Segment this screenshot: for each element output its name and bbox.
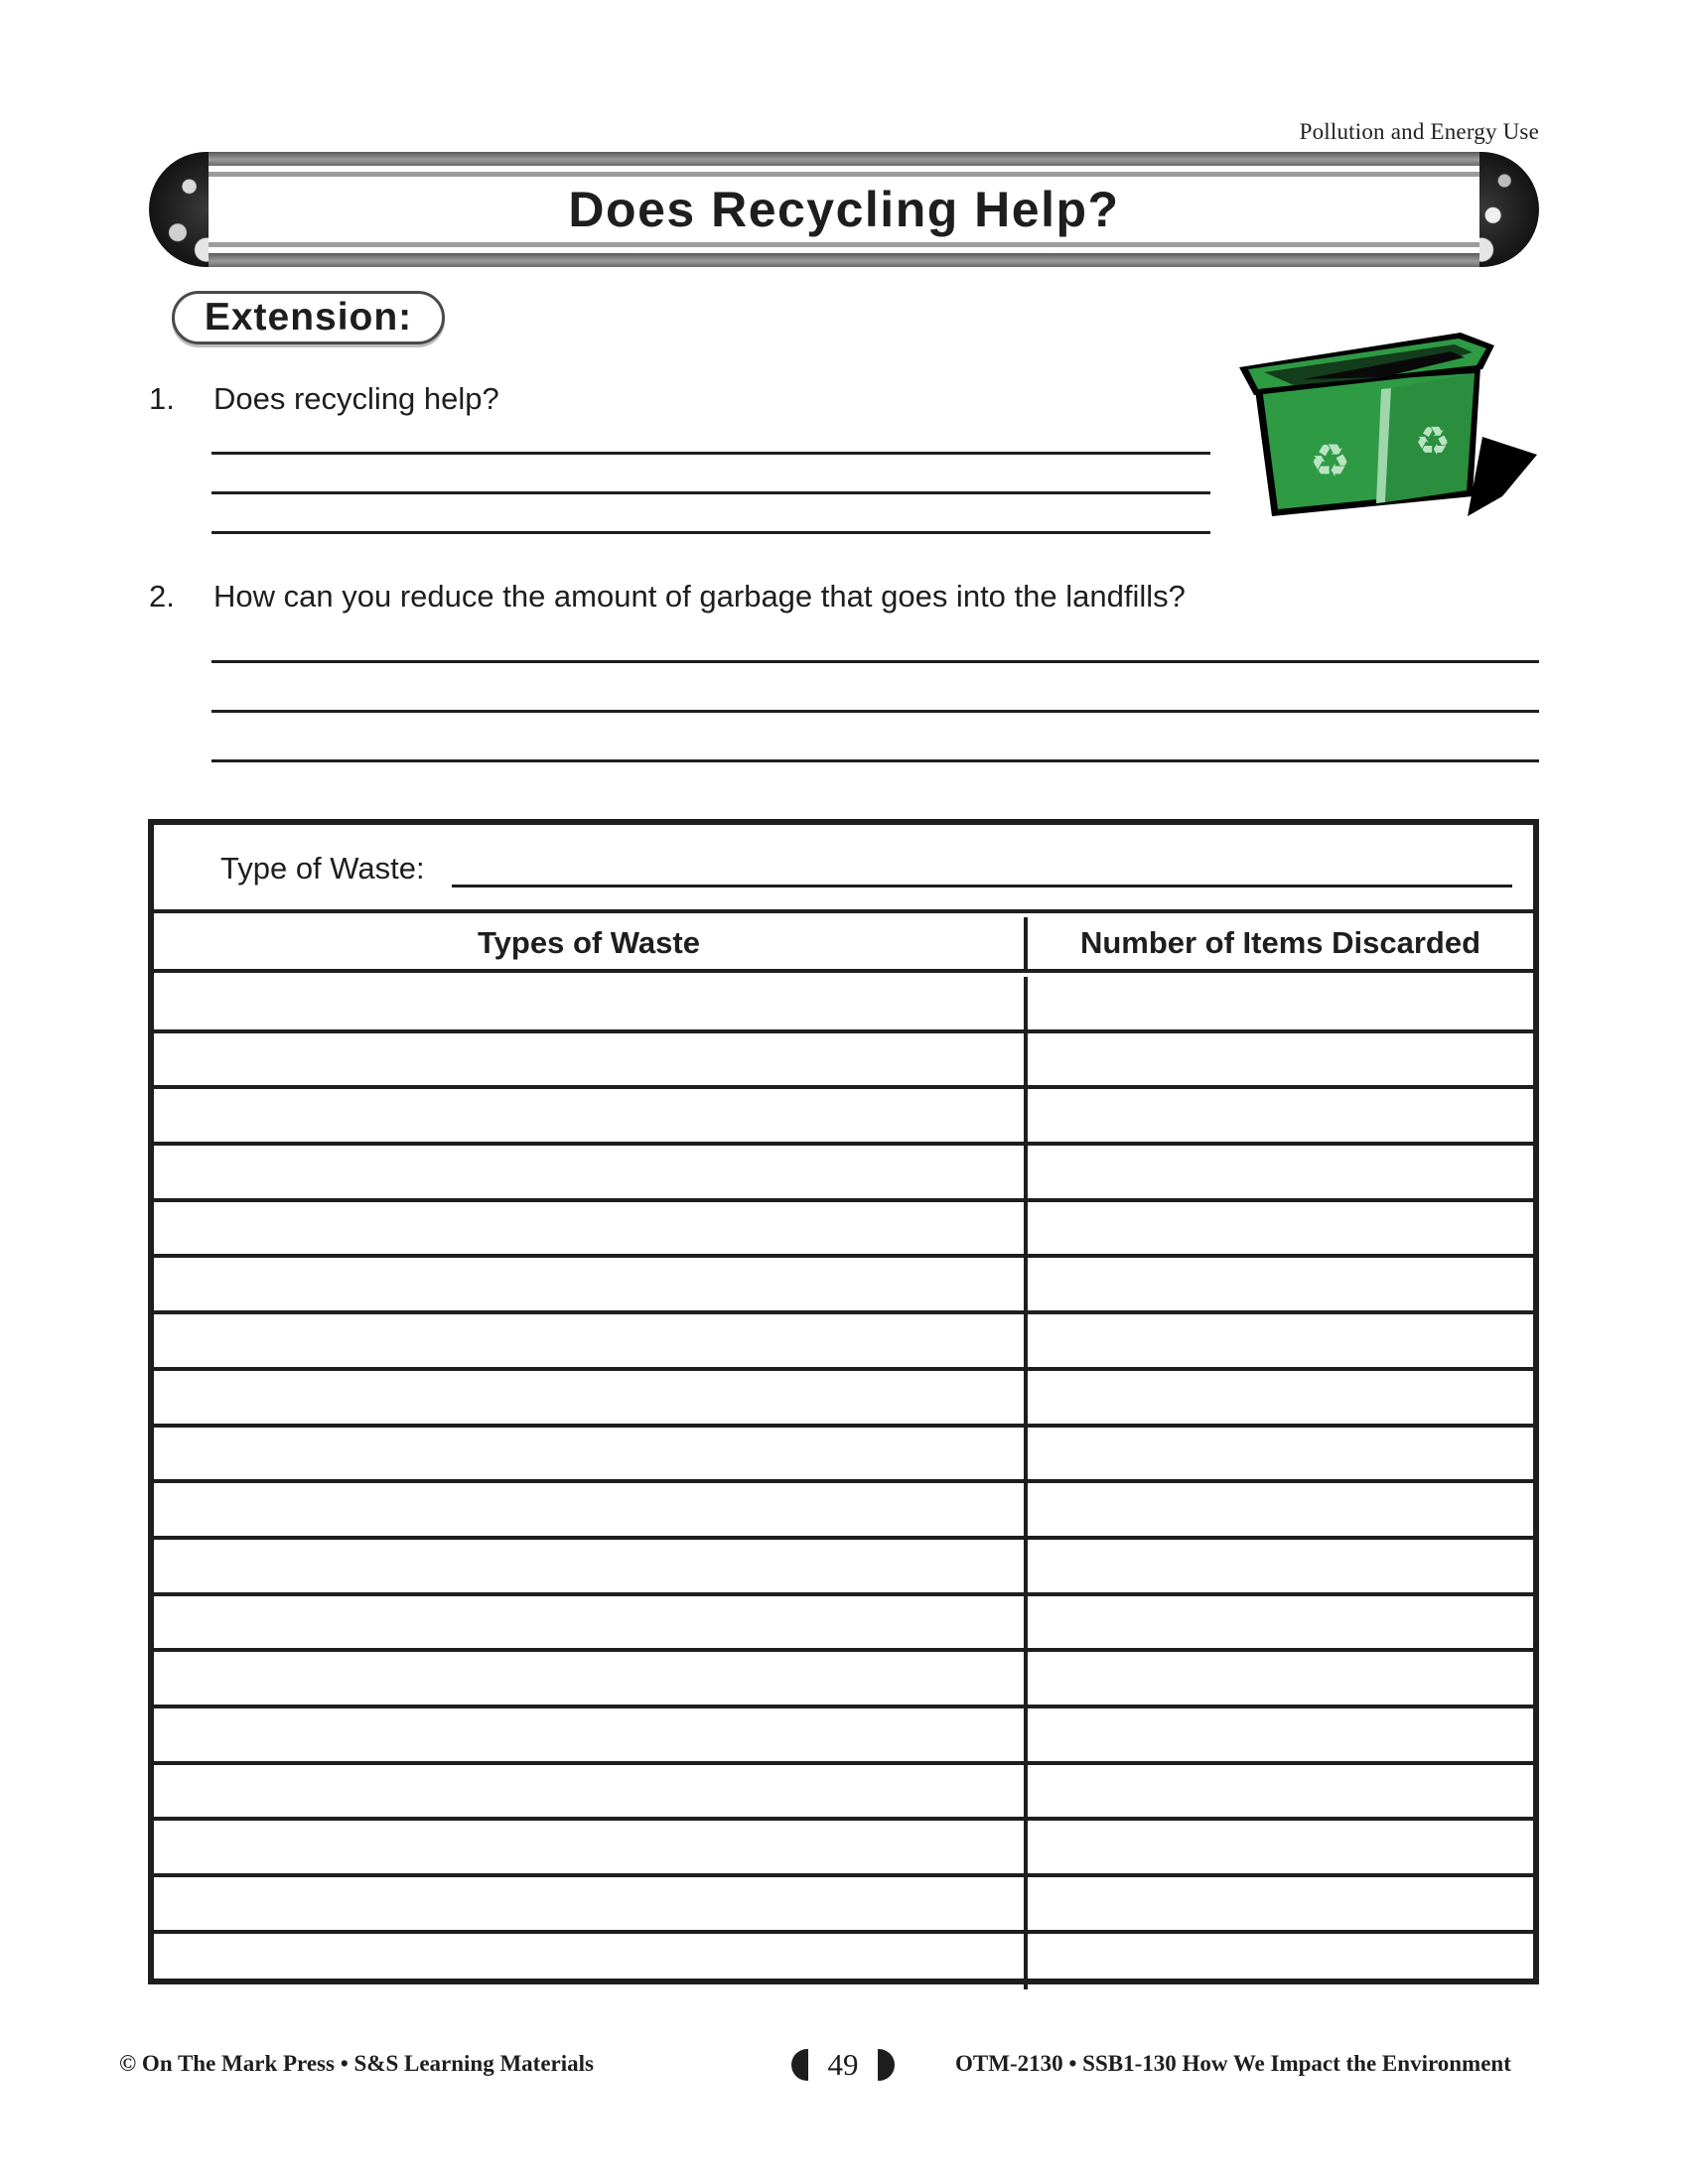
- count-cell[interactable]: [1028, 1258, 1533, 1310]
- waste-type-cell[interactable]: [154, 1483, 1028, 1536]
- recycling-bin-icon: [1234, 328, 1542, 526]
- count-cell[interactable]: [1028, 1089, 1533, 1142]
- waste-type-cell[interactable]: [154, 1202, 1028, 1255]
- count-cell[interactable]: [1028, 1821, 1533, 1873]
- section-label-extension: Extension:: [172, 291, 445, 344]
- count-cell[interactable]: [1028, 1652, 1533, 1705]
- table-row: [154, 1708, 1533, 1765]
- waste-type-cell[interactable]: [154, 1314, 1028, 1367]
- table-row: [154, 1314, 1533, 1371]
- waste-type-cell[interactable]: [154, 1821, 1028, 1873]
- count-cell[interactable]: [1028, 1428, 1533, 1480]
- waste-type-cell[interactable]: [154, 1089, 1028, 1142]
- footer-product-code: OTM-2130 • SSB1-130 How We Impact the Environment: [955, 2051, 1511, 2076]
- answer-line[interactable]: [211, 660, 1539, 663]
- count-cell[interactable]: [1028, 1540, 1533, 1592]
- answer-line[interactable]: [211, 491, 1210, 494]
- count-cell[interactable]: [1028, 977, 1533, 1029]
- question-number: 1.: [149, 381, 175, 416]
- table-row: [154, 1258, 1533, 1314]
- count-cell[interactable]: [1028, 1483, 1533, 1536]
- svg-text:♻: ♻: [1415, 419, 1451, 465]
- waste-type-cell[interactable]: [154, 1371, 1028, 1424]
- count-cell[interactable]: [1028, 1765, 1533, 1818]
- question-number: 2.: [149, 579, 175, 614]
- title-banner: [149, 152, 1539, 267]
- table-row: [154, 1540, 1533, 1596]
- page-number-badge: [791, 2047, 895, 2083]
- column-header-number-discarded: Number of Items Discarded: [1079, 925, 1481, 960]
- table-row: [154, 1428, 1533, 1484]
- banner-rule-top: [205, 172, 1483, 177]
- table-row: [154, 1146, 1533, 1202]
- type-of-waste-field[interactable]: [452, 885, 1512, 887]
- waste-type-cell[interactable]: [154, 1877, 1028, 1930]
- waste-type-cell[interactable]: [154, 1765, 1028, 1818]
- answer-line[interactable]: [211, 710, 1539, 713]
- table-row: [154, 1934, 1533, 1990]
- count-cell[interactable]: [1028, 1596, 1533, 1649]
- waste-type-cell[interactable]: [154, 1258, 1028, 1310]
- waste-type-cell[interactable]: [154, 1146, 1028, 1198]
- count-cell[interactable]: [1028, 1314, 1533, 1367]
- count-cell[interactable]: [1028, 1934, 1533, 1990]
- waste-type-cell[interactable]: [154, 1708, 1028, 1761]
- waste-type-cell[interactable]: [154, 1934, 1028, 1990]
- table-body: [154, 977, 1533, 1979]
- footer-copyright: © On The Mark Press • S&S Learning Materials: [119, 2051, 594, 2076]
- table-row: [154, 1202, 1533, 1259]
- half-circle-left-icon: [791, 2049, 808, 2081]
- table-row: [154, 1089, 1533, 1146]
- count-cell[interactable]: [1028, 1371, 1533, 1424]
- table-row: [154, 1596, 1533, 1653]
- banner-rule-bottom: [205, 242, 1483, 247]
- table-row: [154, 1483, 1533, 1540]
- waste-type-cell[interactable]: [154, 1652, 1028, 1705]
- table-row: [154, 1821, 1533, 1877]
- answer-line[interactable]: [211, 759, 1539, 762]
- answer-line[interactable]: [211, 452, 1210, 455]
- waste-type-cell[interactable]: [154, 1596, 1028, 1649]
- table-row: [154, 1765, 1533, 1822]
- type-of-waste-band: [154, 825, 1533, 913]
- running-header: Pollution and Energy Use: [1299, 119, 1539, 144]
- page-title: Does Recycling Help?: [568, 182, 1120, 237]
- question-text: How can you reduce the amount of garbage that goes into the landfills?: [213, 579, 1186, 614]
- count-cell[interactable]: [1028, 1146, 1533, 1198]
- waste-type-cell[interactable]: [154, 1033, 1028, 1086]
- waste-tally-table: [148, 819, 1539, 1984]
- waste-type-cell[interactable]: [154, 1428, 1028, 1480]
- count-cell[interactable]: [1028, 1033, 1533, 1086]
- question-text: Does recycling help?: [213, 381, 499, 416]
- column-header-types-of-waste: Types of Waste: [154, 917, 1028, 969]
- table-row: [154, 1877, 1533, 1934]
- waste-type-cell[interactable]: [154, 1540, 1028, 1592]
- table-header-row: [154, 917, 1533, 973]
- earth-globe-icon: [1479, 152, 1539, 267]
- count-cell[interactable]: [1028, 1708, 1533, 1761]
- answer-line[interactable]: [211, 531, 1210, 534]
- count-cell[interactable]: [1028, 1202, 1533, 1255]
- table-row: [154, 1371, 1533, 1428]
- half-circle-right-icon: [878, 2049, 895, 2081]
- earth-globe-icon: [149, 152, 209, 267]
- table-row: [154, 1652, 1533, 1708]
- waste-type-cell[interactable]: [154, 977, 1028, 1029]
- count-cell[interactable]: [1028, 1877, 1533, 1930]
- svg-text:♻: ♻: [1310, 434, 1351, 487]
- type-of-waste-label: Type of Waste:: [220, 851, 425, 886]
- table-row: [154, 977, 1533, 1033]
- page-number: 49: [827, 2047, 859, 2082]
- table-row: [154, 1033, 1533, 1090]
